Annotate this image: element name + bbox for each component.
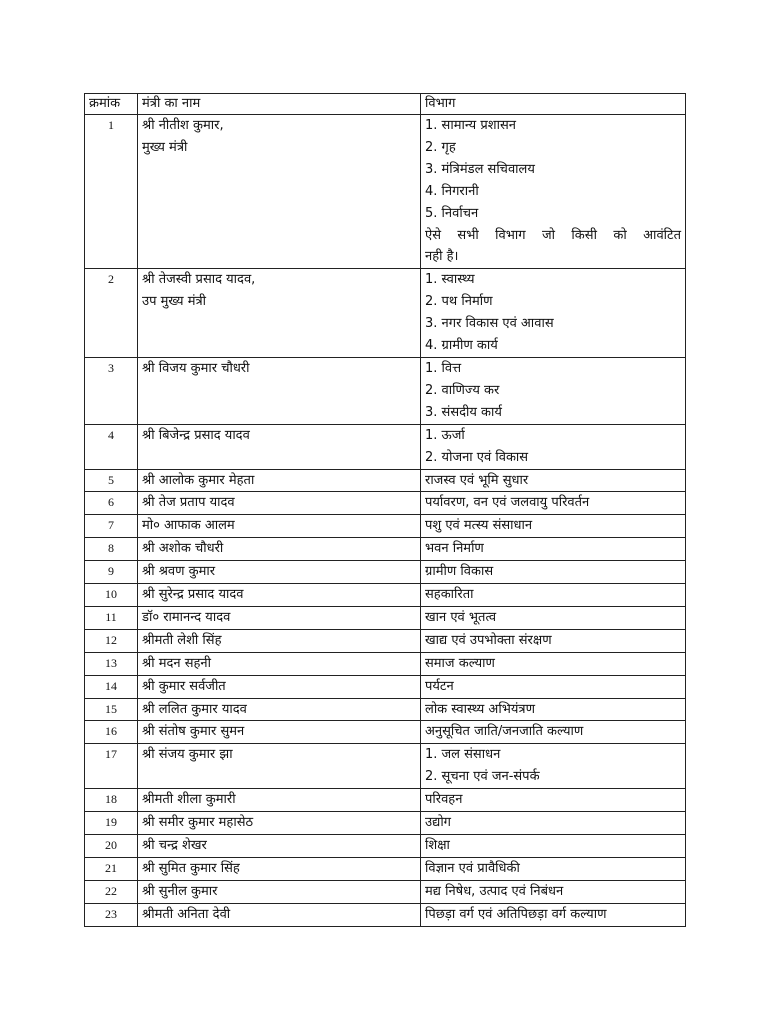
serial-number: 16: [85, 721, 138, 744]
minister-name-line: श्री सुनील कुमार: [142, 883, 218, 899]
table-row: [85, 606, 686, 629]
department-cell: [421, 721, 686, 744]
department-note-line: ऐसे सभी विभाग जो किसी को आवंटित: [425, 227, 681, 243]
table-row: [85, 424, 686, 469]
department-cell: [421, 606, 686, 629]
minister-name-line: श्री संतोष कुमार सुमन: [142, 724, 245, 740]
minister-name-line: श्री ललित कुमार यादव: [142, 701, 247, 717]
table-row: [85, 903, 686, 926]
department-cell: [421, 561, 686, 584]
minister-name-cell: [138, 469, 421, 492]
department-cell: [421, 675, 686, 698]
minister-name-cell: [138, 357, 421, 424]
department-item: 5. निर्वाचन: [425, 205, 479, 221]
minister-name-cell: [138, 629, 421, 652]
header-department: विभाग: [421, 94, 686, 115]
minister-name-line: श्री अशोक चौधरी: [142, 541, 224, 557]
table-header-row: [85, 94, 686, 115]
header-serial: क्रमांक: [85, 94, 138, 115]
table-row: [85, 492, 686, 515]
table-row: [85, 538, 686, 561]
serial-number: 3: [85, 357, 138, 424]
minister-name-line: मो० आफाक आलम: [142, 518, 235, 534]
table-row: [85, 744, 686, 789]
department-cell: [421, 357, 686, 424]
serial-number: 20: [85, 835, 138, 858]
department-cell: [421, 698, 686, 721]
department-item: उद्योग: [425, 815, 452, 831]
minister-name-line: श्री मदन सहनी: [142, 655, 212, 671]
minister-name-cell: [138, 538, 421, 561]
department-note-line: नही है।: [425, 249, 459, 265]
minister-name-cell: [138, 744, 421, 789]
department-item: विज्ञान एवं प्रावैधिकी: [425, 860, 520, 876]
department-cell: [421, 269, 686, 358]
department-item: मद्य निषेध, उत्पाद एवं निबंधन: [425, 883, 564, 899]
table-row: [85, 561, 686, 584]
minister-name-cell: [138, 115, 421, 269]
table-body: [85, 115, 686, 927]
department-item: पर्यावरण, वन एवं जलवायु परिवर्तन: [425, 495, 590, 511]
minister-name-line: श्रीमती लेशी सिंह: [142, 632, 222, 648]
table-row: [85, 357, 686, 424]
serial-number: 23: [85, 903, 138, 926]
minister-name-cell: [138, 880, 421, 903]
serial-number: 14: [85, 675, 138, 698]
minister-name-cell: [138, 835, 421, 858]
minister-name-line: श्रीमती अनिता देवी: [142, 906, 231, 922]
minister-name-line: श्री नीतीश कुमार,: [142, 118, 224, 133]
department-item: 2. पथ निर्माण: [425, 294, 493, 310]
department-item: लोक स्वास्थ्य अभियंत्रण: [425, 701, 535, 717]
ministers-table: [84, 93, 686, 927]
minister-name-cell: [138, 424, 421, 469]
department-item: खान एवं भूतत्व: [425, 609, 497, 625]
department-item: 3. संसदीय कार्य: [425, 404, 502, 420]
serial-number: 4: [85, 424, 138, 469]
department-item: पिछड़ा वर्ग एवं अतिपिछड़ा वर्ग कल्याण: [425, 906, 607, 922]
department-cell: [421, 812, 686, 835]
department-cell: [421, 903, 686, 926]
minister-name-cell: [138, 515, 421, 538]
minister-name-line: श्री संजय कुमार झा: [142, 747, 233, 763]
department-item: सहकारिता: [425, 587, 474, 603]
department-item: परिवहन: [425, 792, 463, 808]
minister-name-cell: [138, 584, 421, 607]
minister-name-line: श्रीमती शीला कुमारी: [142, 792, 236, 808]
department-item: भवन निर्माण: [425, 541, 484, 557]
table-row: [85, 115, 686, 269]
table-row: [85, 652, 686, 675]
department-cell: [421, 629, 686, 652]
minister-name-line: उप मुख्य मंत्री: [142, 294, 207, 310]
serial-number: 22: [85, 880, 138, 903]
department-cell: [421, 115, 686, 269]
minister-name-line: श्री तेजस्वी प्रसाद यादव,: [142, 272, 256, 288]
department-cell: [421, 789, 686, 812]
minister-name-line: श्री बिजेन्द्र प्रसाद यादव: [142, 427, 250, 443]
serial-number: 6: [85, 492, 138, 515]
minister-name-line: श्री समीर कुमार महासेठ: [142, 815, 254, 831]
serial-number: 11: [85, 606, 138, 629]
department-item: 2. वाणिज्य कर: [425, 382, 500, 398]
minister-name-cell: [138, 652, 421, 675]
department-item: 2. योजना एवं विकास: [425, 449, 529, 465]
minister-name-line: श्री विजय कुमार चौधरी: [142, 360, 250, 376]
serial-number: 1: [85, 115, 138, 269]
minister-name-line: श्री चन्द्र शेखर: [142, 838, 207, 853]
table-row: [85, 469, 686, 492]
serial-number: 12: [85, 629, 138, 652]
department-item: 4. ग्रामीण कार्य: [425, 338, 498, 354]
department-item: 3. मंत्रिमंडल सचिवालय: [425, 161, 535, 177]
minister-name-cell: [138, 675, 421, 698]
department-cell: [421, 584, 686, 607]
serial-number: 13: [85, 652, 138, 675]
department-item: खाद्य एवं उपभोक्ता संरक्षण: [425, 632, 552, 648]
department-item: 2. गृह: [425, 139, 456, 155]
serial-number: 19: [85, 812, 138, 835]
serial-number: 21: [85, 857, 138, 880]
department-cell: [421, 744, 686, 789]
serial-number: 10: [85, 584, 138, 607]
department-cell: [421, 652, 686, 675]
serial-number: 17: [85, 744, 138, 789]
table-row: [85, 857, 686, 880]
department-item: 3. नगर विकास एवं आवास: [425, 316, 554, 332]
department-item: 4. निगरानी: [425, 183, 479, 199]
table-row: [85, 269, 686, 358]
header-minister-name: मंत्री का नाम: [138, 94, 421, 115]
table-row: [85, 675, 686, 698]
department-item: 1. जल संसाधन: [425, 747, 501, 763]
serial-number: 2: [85, 269, 138, 358]
department-cell: [421, 424, 686, 469]
minister-name-cell: [138, 698, 421, 721]
minister-name-line: श्री कुमार सर्वजीत: [142, 678, 226, 694]
minister-name-cell: [138, 812, 421, 835]
department-item: 1. वित्त: [425, 360, 462, 376]
department-item: शिक्षा: [425, 838, 450, 853]
minister-name-cell: [138, 857, 421, 880]
department-item: राजस्व एवं भूमि सुधार: [425, 472, 529, 488]
minister-name-line: श्री आलोक कुमार मेहता: [142, 472, 255, 488]
department-cell: [421, 857, 686, 880]
department-item: अनुसूचित जाति/जनजाति कल्याण: [425, 724, 584, 740]
department-cell: [421, 492, 686, 515]
table-row: [85, 515, 686, 538]
minister-name-line: डॉ० रामानन्द यादव: [142, 609, 231, 625]
department-item: पशु एवं मत्स्य संसाधान: [425, 518, 533, 534]
department-cell: [421, 880, 686, 903]
minister-name-cell: [138, 561, 421, 584]
minister-name-cell: [138, 721, 421, 744]
table-row: [85, 721, 686, 744]
department-item: ग्रामीण विकास: [425, 564, 494, 580]
minister-name-line: मुख्य मंत्री: [142, 139, 188, 155]
serial-number: 7: [85, 515, 138, 538]
department-item: 1. सामान्य प्रशासन: [425, 118, 516, 133]
table-row: [85, 629, 686, 652]
serial-number: 5: [85, 469, 138, 492]
table-row: [85, 835, 686, 858]
table-row: [85, 789, 686, 812]
table-row: [85, 584, 686, 607]
minister-name-cell: [138, 789, 421, 812]
department-cell: [421, 835, 686, 858]
department-item: 2. सूचना एवं जन-संपर्क: [425, 769, 540, 785]
minister-name-cell: [138, 606, 421, 629]
minister-name-cell: [138, 492, 421, 515]
serial-number: 15: [85, 698, 138, 721]
serial-number: 9: [85, 561, 138, 584]
minister-name-line: श्री श्रवण कुमार: [142, 564, 216, 580]
department-item: 1. स्वास्थ्य: [425, 272, 475, 288]
serial-number: 8: [85, 538, 138, 561]
department-cell: [421, 538, 686, 561]
minister-name-cell: [138, 903, 421, 926]
minister-name-line: श्री सुरेन्द्र प्रसाद यादव: [142, 587, 244, 603]
minister-name-line: श्री तेज प्रताप यादव: [142, 495, 235, 511]
table-row: [85, 698, 686, 721]
serial-number: 18: [85, 789, 138, 812]
department-cell: [421, 515, 686, 538]
minister-name-line: श्री सुमित कुमार सिंह: [142, 860, 240, 876]
department-item: 1. ऊर्जा: [425, 427, 465, 443]
department-item: समाज कल्याण: [425, 655, 495, 671]
table-row: [85, 812, 686, 835]
department-item: पर्यटन: [425, 678, 454, 694]
minister-name-cell: [138, 269, 421, 358]
table-row: [85, 880, 686, 903]
department-cell: [421, 469, 686, 492]
